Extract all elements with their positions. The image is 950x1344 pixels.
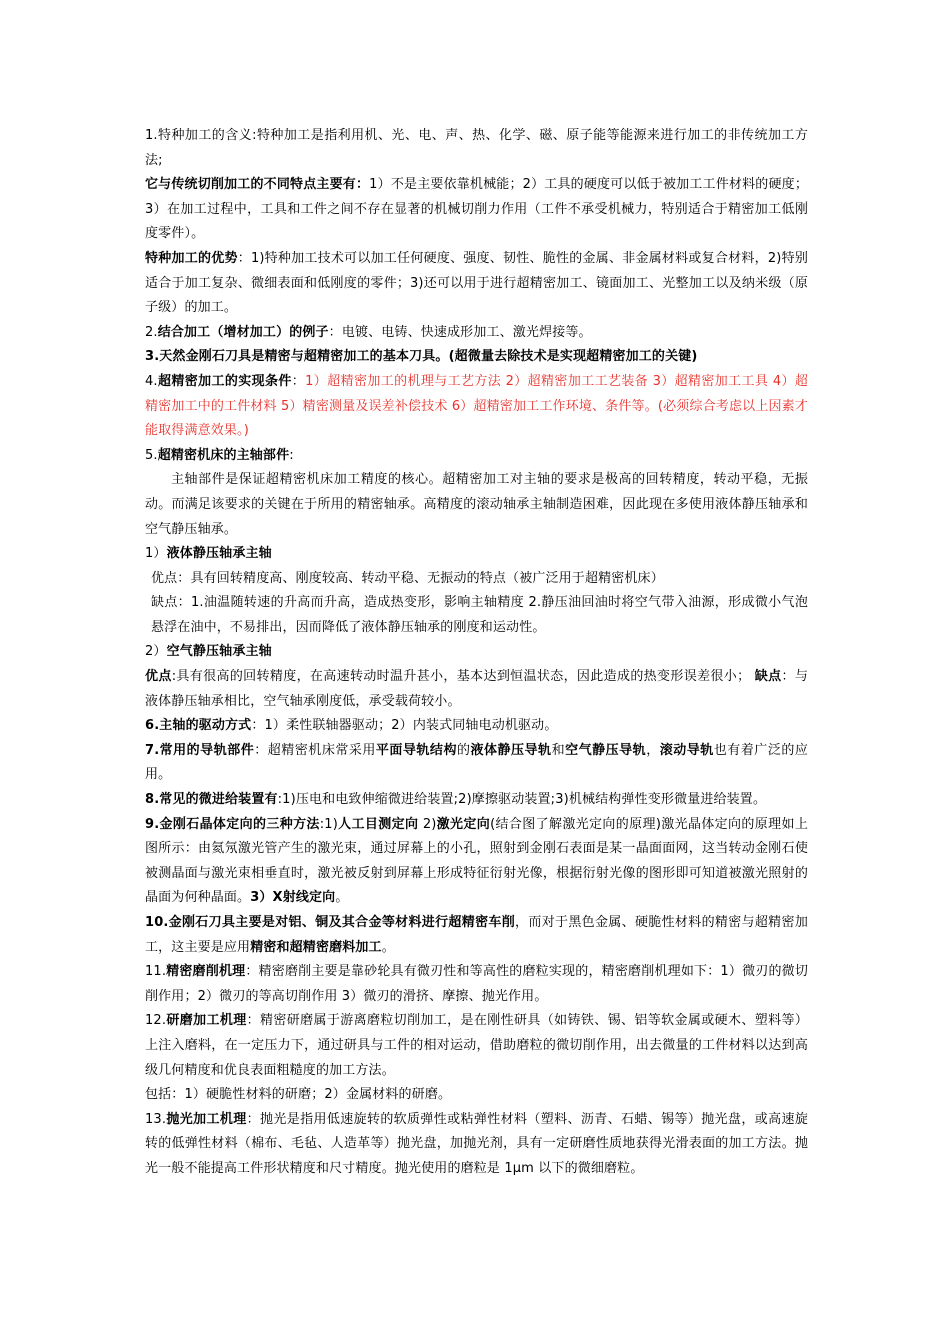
bold-label: 缺点 <box>754 669 782 685</box>
paragraph-hydrostatic-heading <box>145 542 808 567</box>
text: 优点：具有回转精度高、刚度较高、转动平稳、无振动的特点（被广泛用于超精密机床） <box>151 570 664 586</box>
number: 12. <box>145 1013 167 1029</box>
paragraph-advantages <box>145 247 808 321</box>
text: ：抛光是指用低速旋转的软质弹性或粘弹性材料（塑料、沥青、石蜡、锡等）抛光盘，或高速旋转的低弹性材料（棉布、毛毡、人造革等）抛光盘，加抛光剂，具有一定研磨性质地获得光滑表面的加工方法。抛光一般不能提高工件形状精度和尺寸精度。抛光使用的磨粒是 1μm 以下的微细磨粒。 <box>145 1111 808 1176</box>
bold-label: 优点 <box>145 669 172 685</box>
text: ：超精密机床常采用 <box>254 742 376 758</box>
paragraph-polishing <box>145 1108 808 1182</box>
text: 主轴部件是保证超精密机床加工精度的核心。超精密加工对主轴的要求是极高的回转精度，转动平稳，无振动。而满足该要求的关键在于所用的精密轴承。高精度的滚动轴承主轴制造困难，因此现在多使用液体静压轴承和空气静压轴承。 <box>145 472 808 537</box>
red-highlight-text: 1）超精密加工的机理与工艺方法 2）超精密加工工艺装备 3）超精密加工工具 4）超精密加工中的工件材料 5）精密测量及误差补偿技术 6）超精密加工工作环境、条件等。(必须综合考虑以上因素才能取得满意效果。) <box>145 373 808 439</box>
bold-label: 超精密机床的主轴部件 <box>157 447 290 463</box>
text: ：与液体静压轴承相比，空气轴承刚度低，承受载荷较小。 <box>145 669 808 709</box>
paragraph-guideways <box>145 739 808 788</box>
text: 的 <box>456 742 471 758</box>
paragraph-differences <box>145 173 808 247</box>
number: 11. <box>145 964 167 980</box>
text: 。 <box>335 890 349 906</box>
number: 4. <box>145 373 158 389</box>
text: 1）不是主要依靠机械能；2）工具的硬度可以低于被加工工件材料的硬度；3）在加工过程中，工具和工件之间不存在显著的机械切削力作用（工件不承受机械力，特别适合于精密加工低刚度零件）。 <box>145 177 808 242</box>
bold-label: 抛光加工机理 <box>166 1111 247 1127</box>
bold-text: 空气静压导轨 <box>565 742 647 758</box>
text: ：精密研磨属于游离磨粒切削加工，是在刚性研具（如铸铁、锡、铝等软金属或硬木、塑料等）上注入磨料，在一定压力下，通过研具与工件的相对运动，借助磨粒的微切削作用，出去微量的工件材料以达到高级几何精度和优良表面粗糙度的加工方法。 <box>145 1013 808 1078</box>
paragraph-crystal-orientation <box>145 813 808 911</box>
paragraph-special-processing-definition <box>145 124 808 173</box>
text: 缺点：1.油温随转速的升高而升高，造成热变形，影响主轴精度 2.静压油回油时将空气带入油源，形成微小气泡悬浮在油中，不易排出，因而降低了液体静压轴承的刚度和运动性。 <box>151 595 808 635</box>
bold-text: 人工目测定向 <box>337 816 419 832</box>
bold-label: 特种加工的优势 <box>145 250 238 266</box>
paragraph-hydrostatic-pros <box>145 567 808 592</box>
bold-label: 6.主轴的驱动方式 <box>145 718 252 734</box>
bold-label: 结合加工（增材加工）的例子 <box>157 324 329 340</box>
paragraph-diamond-tool <box>145 345 808 370</box>
bold-label: 9.金刚石晶体定向的三种方法 <box>145 816 320 832</box>
text: ：电镀、电铸、快速成形加工、激光焊接等。 <box>328 324 592 340</box>
number: 1） <box>145 546 167 562</box>
text: ：1)特种加工技术可以加工任何硬度、强度、韧性、脆性的金属、非金属材料或复合材料，2)特别适合于加工复杂、微细表面和低刚度的零件；3)还可以用于进行超精密加工、镜面加工、光整加工以及纳米级（原子级）的加工。 <box>145 250 808 316</box>
paragraph-lapping-types <box>145 1083 808 1108</box>
bold-label: 7.常用的导轨部件 <box>145 742 255 758</box>
text: ：1）柔性联轴器驱动；2）内装式同轴电动机驱动。 <box>251 718 558 734</box>
text: 包括：1）硬脆性材料的研磨；2）金属材料的研磨。 <box>145 1087 452 1103</box>
text: :1)压电和电致伸缩微进给装置;2)摩擦驱动装置;3)机械结构弹性变形微量进给装置。 <box>277 792 767 808</box>
bold-text: 精密和超精密磨料加工 <box>250 939 382 955</box>
text: :1) <box>319 816 338 832</box>
bold-label: 它与传统切削加工的不同特点主要有： <box>145 177 370 193</box>
text: 1.特种加工的含义:特种加工是指利用机、光、电、声、热、化学、磁、原子能等能源来进行加工的非传统加工方法; <box>145 128 808 168</box>
bold-text: 平面导轨结构 <box>375 742 457 758</box>
text: ，而对于黑色金属、硬脆性材料的精密与超精密加工，这主要是应用 <box>145 915 808 955</box>
bold-text: 3.天然金刚石刀具是精密与超精密加工的基本刀具。(超微量去除技术是实现超精密加工的关键) <box>145 349 698 365</box>
text: 和 <box>551 742 566 758</box>
text: 。 <box>381 939 395 955</box>
paragraph-lapping <box>145 1009 808 1083</box>
bold-text: 液体静压导轨 <box>470 742 552 758</box>
text: (结合图了解激光定向的原理)激光晶体定向的原理如上图所示：由氦氖激光管产生的激光束，通过屏幕上的小孔，照射到金刚石表面是某一晶面面网，这当转动金刚石使被测晶面与激光束相垂直时，激光被反射到屏幕上形成特征衍射光像，根据衍射光像的图形即可知道被激光照射的晶面为何种晶面。 <box>145 816 808 906</box>
paragraph-spindle-drive <box>145 714 808 739</box>
text: 也有着广泛的应用。 <box>145 742 808 783</box>
text: : <box>289 447 294 463</box>
bold-label: 空气静压轴承主轴 <box>166 644 272 660</box>
bold-label: 8.常见的微进给装置有 <box>145 792 278 808</box>
text: :具有很高的回转精度，在高速转动时温升甚小，基本达到恒温状态，因此造成的热变形误差很小； <box>171 669 751 685</box>
text: ：精密磨削主要是靠砂轮具有微刃性和等高性的磨粒实现的，精密磨削机理如下：1）微刃的微切削作用；2）微刃的等高切削作用 3）微刃的滑挤、摩擦、抛光作用。 <box>145 964 808 1004</box>
text: ， <box>646 742 660 758</box>
paragraph-diamond-tool-usage <box>145 911 808 960</box>
bold-text: 滚动导轨 <box>659 742 714 758</box>
paragraph-spindle-heading <box>145 444 808 469</box>
paragraph-spindle-body <box>145 468 808 542</box>
bold-text: 10.金刚石刀具主要是对铝、铜及其合金等材料进行超精密车削 <box>145 915 516 930</box>
number: 2） <box>145 644 167 660</box>
number: 2. <box>145 324 158 340</box>
number: 5. <box>145 447 158 463</box>
text: 2) <box>418 816 437 832</box>
bold-label: 研磨加工机理 <box>166 1013 247 1029</box>
text: ： <box>291 373 306 389</box>
paragraph-ultra-precision-conditions <box>145 370 808 444</box>
paragraph-aerostatic-pros-cons <box>145 665 808 714</box>
paragraph-combined-processing <box>145 321 808 346</box>
bold-label: 液体静压轴承主轴 <box>166 546 272 562</box>
paragraph-precision-grinding <box>145 960 808 1009</box>
number: 13. <box>145 1111 167 1127</box>
bold-text: 3）X射线定向 <box>250 890 336 906</box>
bold-label: 超精密加工的实现条件 <box>157 373 292 389</box>
paragraph-micro-feed <box>145 788 808 813</box>
bold-label: 精密磨削机理 <box>166 964 246 980</box>
paragraph-aerostatic-heading <box>145 640 808 665</box>
paragraph-hydrostatic-cons <box>145 591 808 640</box>
bold-text: 激光定向 <box>436 816 491 832</box>
